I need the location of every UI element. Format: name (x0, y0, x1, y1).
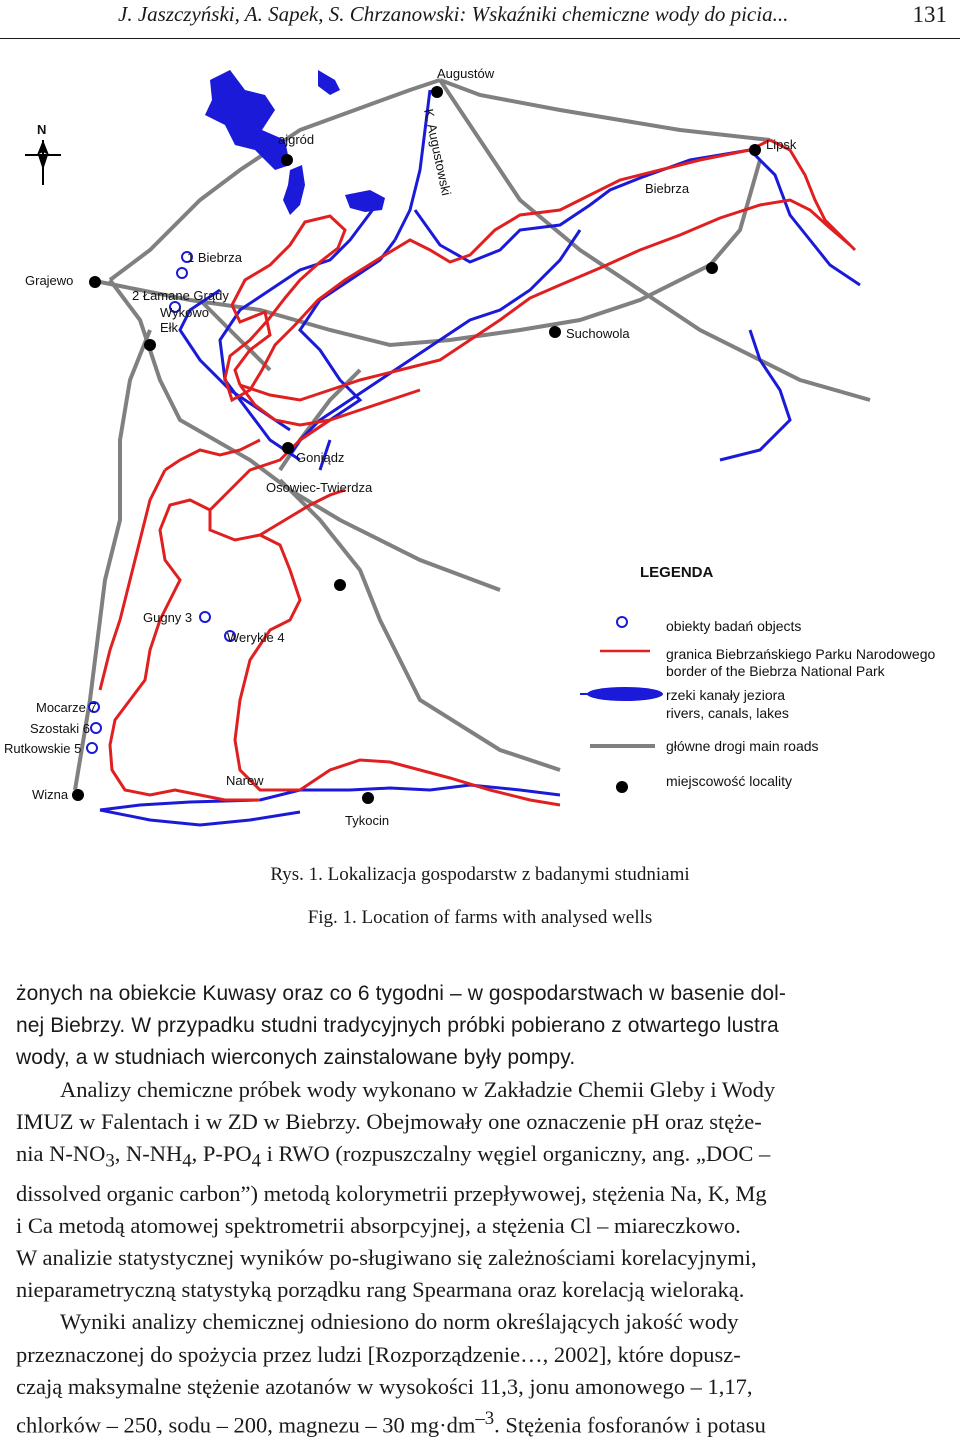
text-fragment: i RWO (rozpuszczalny węgiel organiczny, ang. „DOC – (261, 1141, 771, 1167)
label-rajgrod: ajgród (278, 132, 315, 147)
label-tykocin: Tykocin (345, 813, 390, 828)
page-number: 131 (912, 2, 947, 27)
legend-objects: obiekty badań objects (666, 618, 802, 634)
label-augustow: Augustów (437, 66, 495, 81)
page-header (0, 0, 960, 39)
text-line: nej Biebrzy. W przypadku studni tradycyjnych próbki pobierano z otwartego lustra (16, 1014, 779, 1038)
label-narew: Narew (226, 773, 264, 788)
compass-icon (25, 122, 61, 185)
text-line: czają maksymalne stężenie azotanów w wysokości 11,3, jonu amonowego – 1,17, (16, 1373, 753, 1399)
subscript: 4 (182, 1150, 192, 1172)
compass-n-label: N (37, 122, 47, 137)
text-fragment: , N-NH (114, 1141, 183, 1167)
paragraph-2 (16, 1074, 946, 1306)
legend-rivers-2: rivers, canals, lakes (666, 705, 789, 721)
text-line: nieparametryczną statystyką porządku rang Spearmana oraz korelacją wieloraką. (16, 1277, 745, 1303)
label-suchowola: Suchowola (566, 326, 630, 341)
location-map (0, 40, 960, 860)
text-fragment: nia N-NO (16, 1141, 106, 1167)
label-grajewo: Grajewo (25, 273, 74, 288)
text-line: IMUZ w Falentach i w ZD w Biebrzy. Obejmowały one oznaczenie pH oraz stęże- (16, 1109, 762, 1135)
legend-rivers-1: rzeki kanały jeziora (666, 687, 786, 703)
label-wykowo: Wykowo (160, 305, 210, 320)
label-goniadz: Goniądz (296, 450, 345, 465)
text-line: Analizy chemiczne próbek wody wykonano w Zakładzie Chemii Gleby i Wody (60, 1077, 776, 1103)
text-line: Wyniki analizy chemicznej odniesiono do norm określających jakość wody (60, 1309, 739, 1335)
label-werykle: Werykle 4 (227, 630, 285, 645)
text-line: przeznaczonej do spożycia przez ludzi [Rozporządzenie…, 2002], które dopusz- (16, 1341, 741, 1367)
label-rutkowskie: Rutkowskie 5 (4, 741, 82, 756)
label-mocarze: Mocarze 7 (36, 700, 97, 715)
label-elk: Ełk (160, 320, 179, 335)
label-k-augustowski: K. Augustowski (421, 107, 455, 197)
label-szostaki: Szostaki 6 (30, 721, 90, 736)
map-legend (580, 564, 935, 789)
legend-locality: miejscowość locality (666, 773, 793, 789)
text-line: W analizie statystycznej wyników po-sługiwano się zależnościami korelacyjnymi, (16, 1245, 757, 1271)
text-fragment: , P-PO (191, 1141, 252, 1167)
text-line: wody, a w studniach wierconych zainstalowane były pompy. (16, 1046, 576, 1070)
legend-roads: główne drogi main roads (666, 738, 819, 754)
label-biebrza-town: Biebrza (645, 181, 690, 196)
paragraph-3 (16, 1306, 946, 1441)
subscript: 4 (251, 1150, 262, 1172)
label-lipsk: Lipsk (766, 137, 797, 152)
subscript: 3 (105, 1150, 115, 1172)
label-lamane-grady: 2 Łamane Grądy (132, 288, 229, 303)
legend-border-1: granica Biebrzańskiego Parku Narodowego (666, 646, 936, 662)
figure-caption-en: Fig. 1. Location of farms with analysed wells (307, 907, 653, 928)
legend-title: LEGENDA (640, 564, 714, 581)
text-fragment: . Stężenia fosforanów i potasu (494, 1412, 766, 1438)
label-biebrza-1: 1 Biebrza (187, 250, 242, 265)
label-gugny: Gugny 3 (143, 610, 193, 625)
main-roads (75, 80, 870, 790)
body-text (16, 978, 946, 1441)
label-osowiec: Osowiec-Twierdza (266, 480, 373, 495)
paragraph-1 (16, 978, 946, 1074)
superscript: –3 (475, 1407, 495, 1429)
legend-border-2: border of the Biebrza National Park (666, 663, 885, 679)
text-line: żonych na obiekcie Kuwasy oraz co 6 tygodni – w gospodarstwach w basenie dol- (16, 982, 786, 1005)
text-fragment: chlorków – 250, sodu – 200, magnezu – 30 mg·dm (16, 1412, 476, 1438)
running-title: J. Jaszczyński, A. Sapek, S. Chrzanowski: Wskaźniki chemiczne wody do picia... (118, 2, 789, 26)
text-line: i Ca metodą atomowej spektrometrii absorpcyjnej, a stężenia Cl – miareczkowo. (16, 1213, 741, 1239)
figure-caption-pl: Rys. 1. Lokalizacja gospodarstw z badanymi studniami (270, 864, 690, 885)
label-wizna: Wizna (32, 787, 69, 802)
text-line: dissolved organic carbon”) metodą kolorymetrii przepływowej, stężenia Na, K, Mg (16, 1181, 767, 1207)
